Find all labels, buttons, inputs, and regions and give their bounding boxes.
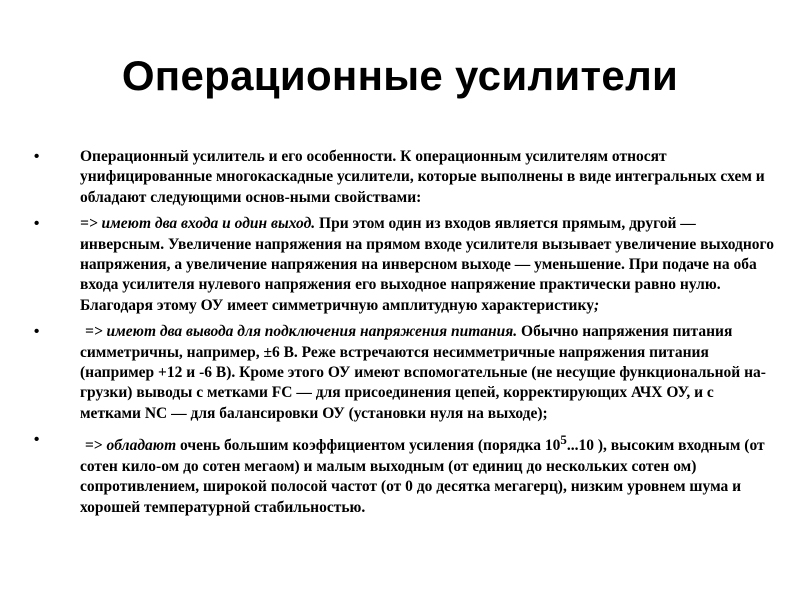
bullet-marker: • <box>34 431 40 449</box>
bullet-marker: • <box>34 323 40 341</box>
bullet-lead: => имеют два вывода для подключения напряжения питания. <box>85 323 518 341</box>
bullet-item <box>28 430 778 518</box>
bullet-text: Операционный усилитель и его особенности. К операционным усилителям относят унифицированные многокаскадные усилители, которые выполнены в виде интегральных схем и обладают следующими основ-ными свойствами: <box>80 148 765 206</box>
slide-title: Операционные усилители <box>121 52 679 99</box>
bullet-item <box>28 214 778 316</box>
bullet-text: ...10 ), высоким входным (от сотен кило-ом до сотен мегаом) и малым выходным (от единиц до нескольких сотен ом) сопротивлением, широкой полосой частот (от 0 до десятка мегагерц), низким уровнем шума и хорошей температурной стабильностью. <box>80 437 765 516</box>
bullet-text-before-superscript: очень большим коэффициентом усиления (порядка 10 <box>176 437 561 455</box>
bullet-marker: • <box>34 215 40 233</box>
bullet-marker: • <box>34 148 40 165</box>
bullet-item <box>28 147 778 208</box>
bullet-text: При этом один из входов является прямым, другой — инверсным. Увеличение напряжения на прямом входе усилителя вызывает увеличение выходного напряжения, а увеличение напряжения на инверсном выходе — уменьшение. При подаче на оба входа усилителя нулевого напряжения его выходное напряжение практически равно нулю. Благодаря этому ОУ имеет симметричную амплитудную характеристику <box>80 215 774 314</box>
bullet-item <box>28 322 778 424</box>
bullet-text: Обычно напряжения питания симметричны, например, ±6 В. Реже встречаются несимметричные напряжения питания (например +12 и -6 В). Кроме этого ОУ имеют вспомогательные (не несущие функциональной на-грузки) выводы с метками FC — для присоединения цепей, корректирующих АЧХ ОУ, и с метками NC — для балансировки ОУ (установки нуля на выходе); <box>80 323 766 422</box>
bullet-list <box>28 147 778 524</box>
bullet-lead-prefix: => <box>85 437 107 455</box>
superscript-exponent: 5 <box>560 432 567 448</box>
bullet-tail: ; <box>593 296 600 314</box>
bullet-lead: => имеют два входа и один выход. <box>80 215 316 233</box>
bullet-lead: обладают <box>106 437 177 455</box>
